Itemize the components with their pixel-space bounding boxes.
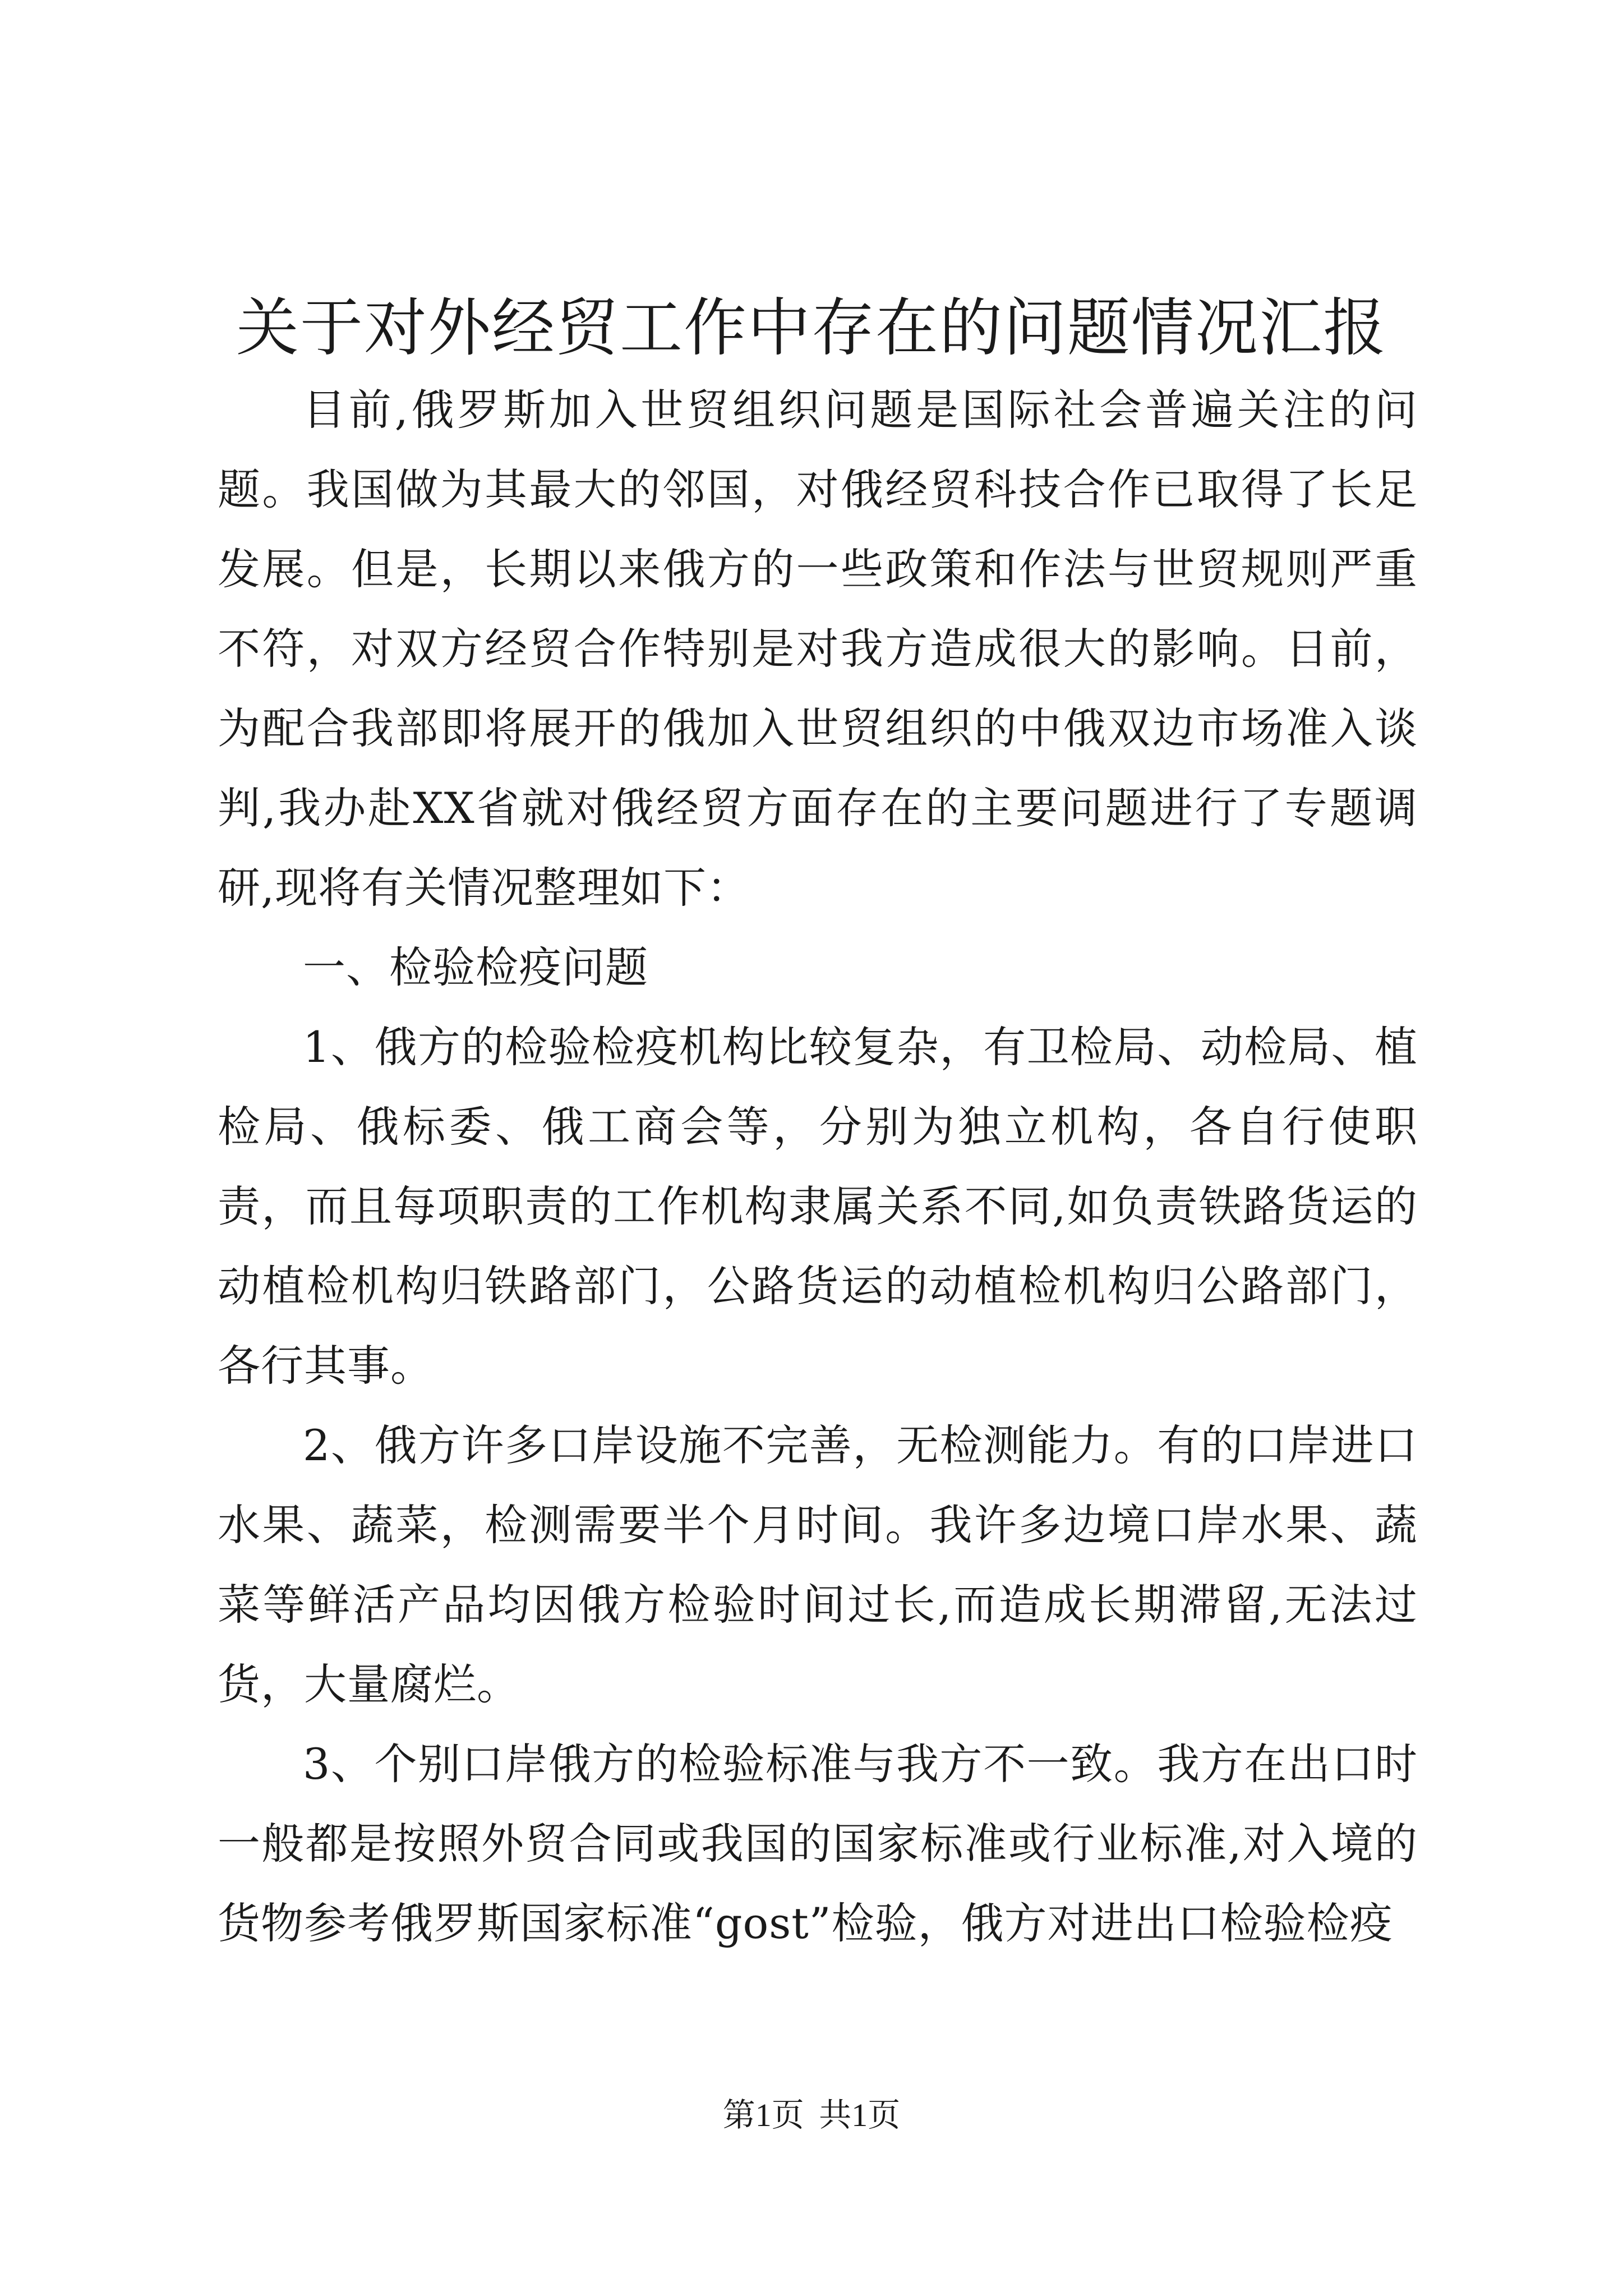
paragraph-item-1: 1、俄方的检验检疫机构比较复杂，有卫检局、动检局、植检局、俄标委、俄工商会等，分别为独立机构，各自行使职责，而且每项职责的工作机构隶属关系不同,如负责铁路货运的动植检机构归铁路部门，公路货运的动植检机构归公路部门，各行其事。 xyxy=(218,1022,1418,1391)
document-body xyxy=(218,370,1418,1963)
page-footer xyxy=(0,2096,1623,2135)
paragraph-item-2: 2、俄方许多口岸设施不完善，无检测能力。有的口岸进口水果、蔬菜，检测需要半个月时间。我许多边境口岸水果、蔬菜等鲜活产品均因俄方检验时间过长,而造成长期滞留,无法过货，大量腐烂。 xyxy=(218,1420,1418,1709)
section-heading-inspection: 一、检验检疫问题 xyxy=(303,942,648,992)
paragraph-item-3: 3、个别口岸俄方的检验标准与我方不一致。我方在出口时一般都是按照外贸合同或我国的国家标准或行业标准,对入境的货物参考俄罗斯国家标准“gost”检验，俄方对进出口检验检疫 xyxy=(218,1739,1418,1948)
page-number: 第1页 xyxy=(722,2097,804,2133)
document-title: 关于对外经贸工作中存在的问题情况汇报 xyxy=(236,292,1387,365)
paragraph-intro: 目前,俄罗斯加入世贸组织问题是国际社会普遍关注的问题。我国做为其最大的邻国，对俄经贸科技合作已取得了长足发展。但是，长期以来俄方的一些政策和作法与世贸规则严重不符，对双方经贸合作特别是对我方造成很大的影响。日前，为配合我部即将展开的俄加入世贸组织的中俄双边市场准入谈判,我办赴XX省就对俄经贸方面存在的主要问题进行了专题调研,现将有关情况整理如下： xyxy=(218,385,1418,913)
page-total: 共1页 xyxy=(819,2097,901,2133)
